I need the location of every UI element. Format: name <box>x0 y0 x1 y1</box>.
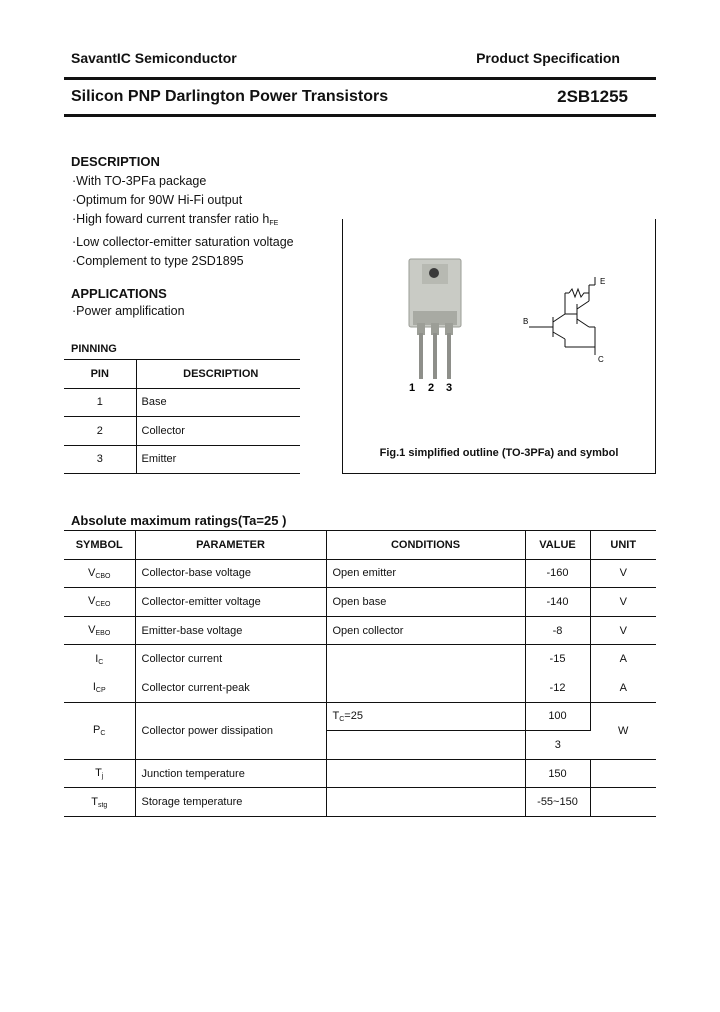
symbol-subscript: CEO <box>95 601 111 609</box>
symbol-letter: T <box>91 795 98 808</box>
symbol-letter: V <box>87 595 96 608</box>
pin-description: Emitter <box>136 445 300 474</box>
symbol-cell <box>64 702 135 759</box>
package-pin-label: 2 <box>428 382 435 394</box>
symbol-letter: T <box>95 767 102 780</box>
pin-number: 2 <box>64 417 136 446</box>
parameter-cell: Storage temperature <box>135 788 326 817</box>
company-name: SavantIC Semiconductor <box>71 50 237 66</box>
table-row <box>64 645 656 674</box>
symbol-label-e: E <box>600 277 606 286</box>
ratings-table <box>64 530 656 817</box>
to3pfa-package-illustration <box>409 259 461 379</box>
symbol-letter: V <box>88 624 96 637</box>
part-number: 2SB1255 <box>557 87 628 106</box>
symbol-label-c: C <box>598 355 604 364</box>
symbol-cell <box>64 673 135 702</box>
figure-caption: Fig.1 simplified outline (TO-3PFa) and symbol <box>379 447 619 459</box>
column-header: UNIT <box>590 531 656 560</box>
unit-cell: A <box>590 673 656 702</box>
package-and-symbol-figure <box>343 219 657 474</box>
value-cell: -8 <box>525 616 590 645</box>
symbol-letter: V <box>87 566 96 579</box>
symbol-label-b: B <box>523 317 529 326</box>
value-cell: -160 <box>525 559 590 588</box>
pin-number: 1 <box>64 388 136 417</box>
symbol-cell <box>64 788 135 817</box>
symbol-letter: I <box>95 652 99 665</box>
description-item-text: ·High foward current transfer ratio h <box>72 212 270 226</box>
condition-subscript: C <box>339 715 345 723</box>
figure-box <box>342 219 656 474</box>
description-item: ·Complement to type 2SD1895 <box>72 254 244 268</box>
value-cell: 3 <box>525 731 590 760</box>
symbol-subscript: j <box>101 773 104 781</box>
unit-cell: A <box>590 645 656 674</box>
unit-cell <box>590 788 656 817</box>
symbol-cell <box>64 645 135 674</box>
header-rule-top <box>64 77 656 80</box>
column-header: PIN <box>64 360 136 389</box>
document-title: Silicon PNP Darlington Power Transistors <box>71 88 389 105</box>
conditions-cell <box>326 731 525 760</box>
symbol-cell <box>64 559 135 588</box>
unit-cell: V <box>590 588 656 617</box>
conditions-cell <box>326 702 525 731</box>
column-header: CONDITIONS <box>326 531 525 560</box>
symbol-subscript: EBO <box>95 630 111 638</box>
description-item: ·Optimum for 90W Hi-Fi output <box>72 193 243 207</box>
table-row <box>64 788 656 817</box>
table-header-row <box>64 531 656 560</box>
conditions-cell: Open collector <box>326 616 525 645</box>
symbol-cell <box>64 759 135 788</box>
conditions-cell <box>326 788 525 817</box>
table-row <box>64 759 656 788</box>
unit-cell: W <box>590 702 656 759</box>
symbol-cell <box>64 588 135 617</box>
value-cell: -12 <box>525 673 590 702</box>
table-row <box>64 388 300 417</box>
parameter-cell: Collector current-peak <box>135 673 326 702</box>
value-cell: 150 <box>525 759 590 788</box>
description-item: ·Low collector-emitter saturation voltage <box>72 235 294 249</box>
pin-description: Collector <box>136 417 300 446</box>
symbol-letter: I <box>92 681 96 694</box>
value-cell: 100 <box>525 702 590 731</box>
conditions-cell <box>326 759 525 788</box>
darlington-symbol <box>529 277 595 355</box>
value-cell: -140 <box>525 588 590 617</box>
symbol-subscript: C <box>100 730 106 738</box>
table-row <box>64 417 300 446</box>
application-item: ·Power amplification <box>72 304 185 318</box>
table-row <box>64 616 656 645</box>
description-list <box>72 172 294 271</box>
table-row <box>64 588 656 617</box>
condition-tail: =25 <box>344 709 363 722</box>
table-row <box>64 559 656 588</box>
header-rule-bottom <box>64 114 656 117</box>
column-header: PARAMETER <box>135 531 326 560</box>
table-row <box>64 702 656 731</box>
parameter-cell: Collector-base voltage <box>135 559 326 588</box>
parameter-cell: Collector current <box>135 645 326 674</box>
column-header: SYMBOL <box>64 531 135 560</box>
parameter-cell: Collector power dissipation <box>135 702 326 759</box>
unit-cell <box>590 759 656 788</box>
symbol-subscript: C <box>98 658 104 666</box>
pin-description: Base <box>136 388 300 417</box>
package-pin-label: 3 <box>446 382 453 394</box>
unit-cell: V <box>590 616 656 645</box>
table-row <box>64 445 300 474</box>
symbol-subscript: stg <box>97 801 108 809</box>
pin-number: 3 <box>64 445 136 474</box>
hfe-subscript: FE <box>269 220 279 227</box>
symbol-cell <box>64 616 135 645</box>
unit-cell: V <box>590 559 656 588</box>
package-pin-label: 1 <box>409 382 416 394</box>
parameter-cell: Junction temperature <box>135 759 326 788</box>
symbol-letter: P <box>93 724 101 737</box>
symbol-subscript: CP <box>95 687 106 695</box>
description-item: ·With TO-3PFa package <box>72 174 207 188</box>
applications-heading: APPLICATIONS <box>71 286 167 301</box>
condition-letter: T <box>332 709 340 722</box>
pinning-table <box>64 359 300 474</box>
column-header: DESCRIPTION <box>136 360 300 389</box>
conditions-cell <box>326 645 525 702</box>
doc-type: Product Specification <box>476 50 620 66</box>
conditions-cell: Open base <box>326 588 525 617</box>
pinning-heading: PINNING <box>71 343 117 355</box>
parameter-cell: Emitter-base voltage <box>135 616 326 645</box>
description-heading: DESCRIPTION <box>71 154 160 169</box>
ratings-heading: Absolute maximum ratings(Ta=25 ) <box>71 513 287 528</box>
value-cell: -15 <box>525 645 590 674</box>
description-item <box>72 210 294 233</box>
parameter-cell: Collector-emitter voltage <box>135 588 326 617</box>
value-cell: -55~150 <box>525 788 590 817</box>
symbol-subscript: CBO <box>95 572 111 580</box>
conditions-cell: Open emitter <box>326 559 525 588</box>
column-header: VALUE <box>525 531 590 560</box>
table-header-row <box>64 360 300 389</box>
